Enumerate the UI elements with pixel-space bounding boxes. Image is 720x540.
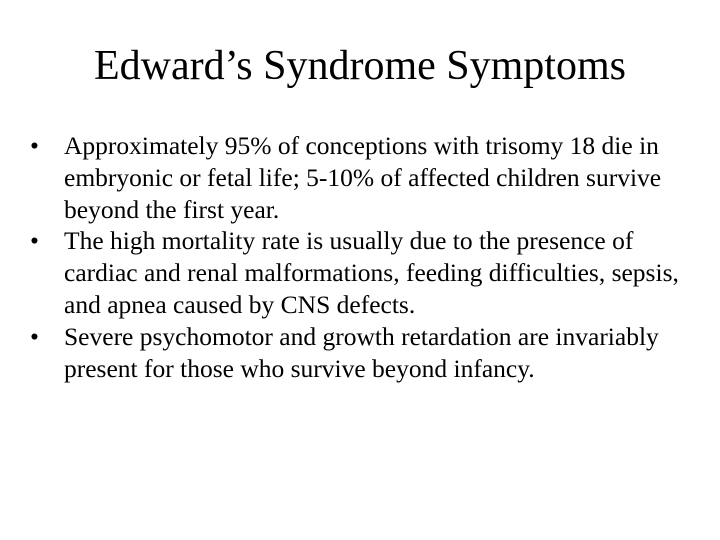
bullet-icon: • [30,131,39,160]
bullet-item-1 [30,130,700,225]
bullet-text-1: Approximately 95% of conceptions with trisomy 18 die in embryonic or fetal life; 5-10% of affected children survive beyond the first year. [64,131,662,224]
bullet-icon: • [30,321,39,351]
bullet-icon: • [30,226,39,256]
bullet-item-2 [30,225,700,320]
bullet-item-3 [30,321,700,385]
slide-title: Edward’s Syndrome Symptoms [94,43,626,89]
bullet-text-3: Severe psychomotor and growth retardation are invariably present for those who survive beyond infancy. [64,321,659,383]
bullet-list [30,130,700,384]
bullet-text-2: The high mortality rate is usually due to the presence of cardiac and renal malformations, feeding difficulties, sepsis, and apnea caused by CNS defects. [64,226,679,319]
